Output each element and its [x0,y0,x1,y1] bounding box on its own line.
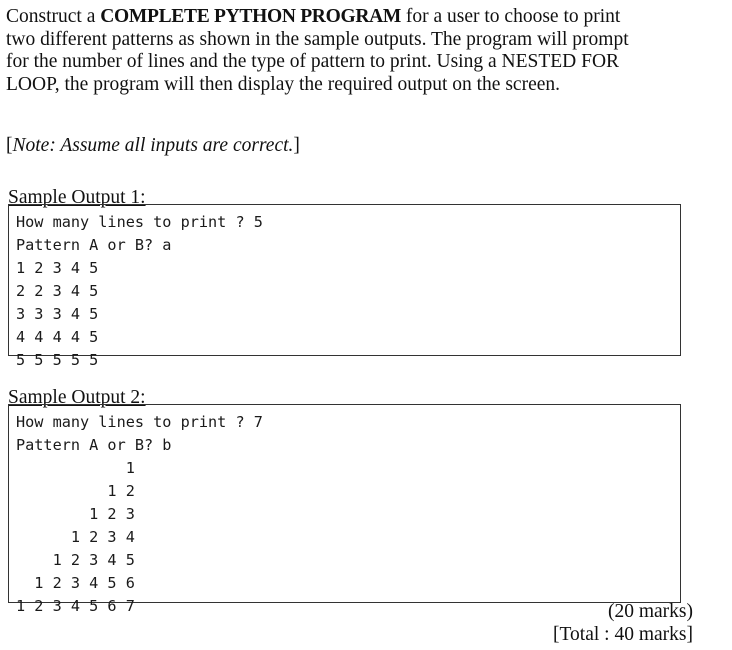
console-line: 1 2 3 4 5 [16,259,99,277]
console-line: Pattern A or B? b [16,436,172,454]
console-line: 1 2 3 4 5 [16,551,135,569]
console-line: 1 2 3 4 5 6 7 [16,597,135,615]
console-line: 1 2 3 4 5 6 [16,574,135,592]
console-line: How many lines to print ? 5 [16,213,263,231]
question-line-4: LOOP, the program will then display the required output on the screen. [6,73,560,95]
console-line: 4 4 4 4 5 [16,328,99,346]
sample-output-1-title: Sample Output 1: [8,187,146,208]
sample-output-1-box [8,204,681,369]
console-line: 5 5 5 5 5 [16,351,99,369]
question-line-2: two different patterns as shown in the sample outputs. The program will prompt [6,28,629,50]
question-line-1 [6,6,706,29]
note-open-bracket: [ [6,135,13,156]
question-line-3: for the number of lines and the type of pattern to print. Using a NESTED FOR [6,51,620,72]
total-marks-label: [Total : 40 marks] [553,624,693,645]
console-line: 3 3 3 4 5 [16,305,99,323]
question-emphasis: COMPLETE PYTHON PROGRAM [100,6,401,27]
console-line: 1 [16,459,135,477]
question-text [6,6,706,96]
sample-output-2-title: Sample Output 2: [8,387,146,408]
console-line: 1 2 [16,482,135,500]
question-line-1-start: Construct a [6,6,101,27]
console-line: 2 2 3 4 5 [16,282,99,300]
console-line: Pattern A or B? a [16,236,172,254]
note [6,134,300,158]
console-line: 1 2 3 4 [16,528,135,546]
note-close-bracket: ] [293,135,300,156]
note-text: Note: Assume all inputs are correct. [12,135,294,156]
marks-label: (20 marks) [607,601,693,622]
console-line: 1 2 3 [16,505,135,523]
question-line-1-end: for a user to choose to print [401,6,621,27]
console-line: How many lines to print ? 7 [16,413,263,431]
